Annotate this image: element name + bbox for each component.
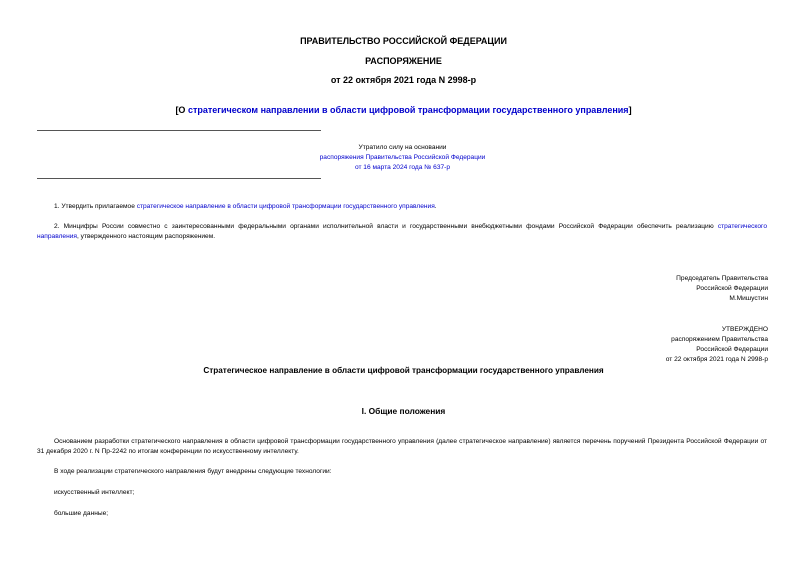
repeal-note	[300, 143, 505, 173]
signature-position: Председатель Правительства	[676, 275, 768, 282]
list-item: большие данные;	[54, 510, 109, 517]
strategy-title: Стратегическое направление в области цифровой трансформации государственного управления	[203, 366, 604, 375]
section-heading: I. Общие положения	[361, 406, 446, 416]
repeal-note-link-date[interactable]: от 16 марта 2024 года № 637-р	[354, 164, 451, 171]
document-title	[0, 105, 807, 115]
document-title-link[interactable]: стратегическом направлении в области цифровой трансформации государственного управления	[187, 105, 629, 115]
document-type-heading: РАСПОРЯЖЕНИЕ	[365, 56, 442, 66]
divider-top	[37, 130, 321, 131]
approval-label: УТВЕРЖДЕНО	[721, 326, 768, 333]
paragraph-text: .	[434, 203, 437, 210]
title-bracket-open: [О	[175, 105, 188, 115]
document-date-number: от 22 октября 2021 года N 2998-р	[330, 75, 477, 85]
authority-heading: ПРАВИТЕЛЬСТВО РОССИЙСКОЙ ФЕДЕРАЦИИ	[300, 36, 507, 46]
divider-bottom	[37, 178, 321, 179]
paragraph-2	[37, 222, 767, 242]
section-paragraph-1: Основанием разработки стратегического направления в области цифровой трансформации государственного управления (далее стратегическое направление) является перечень поручений Президента Российской Федерации от 31 декабря 2020 г. N Пр-2242 по итогам конференции по искусственному интеллекту.	[37, 438, 767, 455]
title-bracket-close: ]	[628, 105, 632, 115]
paragraph-text: 2. Минцифры России совместно с заинтересованными федеральными органами исполнительной власти и государственными внебюджетными фондами Российской Федерации обеспечить реализацию	[54, 223, 718, 230]
paragraph-1	[37, 202, 767, 212]
signature-block	[500, 274, 768, 304]
approval-date: от 22 октября 2021 года N 2998-р	[665, 356, 768, 363]
section-paragraph-2: В ходе реализации стратегического направления будут внедрены следующие технологии:	[54, 468, 332, 475]
signature-name: М.Мишустин	[729, 295, 768, 302]
approval-block	[500, 325, 768, 365]
list-item: искусственный интеллект;	[54, 489, 135, 496]
paragraph-text: 1. Утвердить прилагаемое	[54, 203, 137, 210]
repeal-note-line: Утратило силу на основании	[358, 144, 447, 151]
approval-country: Российской Федерации	[696, 346, 768, 353]
repeal-note-link[interactable]: распоряжения Правительства Российской Федерации	[319, 154, 486, 161]
strategy-direction-link[interactable]: стратегического направления	[37, 223, 767, 240]
approval-authority: распоряжением Правительства	[671, 336, 768, 343]
signature-country: Российской Федерации	[696, 285, 768, 292]
paragraph-text: , утвержденного настоящим распоряжением.	[76, 233, 216, 240]
strategy-link[interactable]: стратегическое направление в области цифровой трансформации государственного управления	[136, 203, 435, 210]
